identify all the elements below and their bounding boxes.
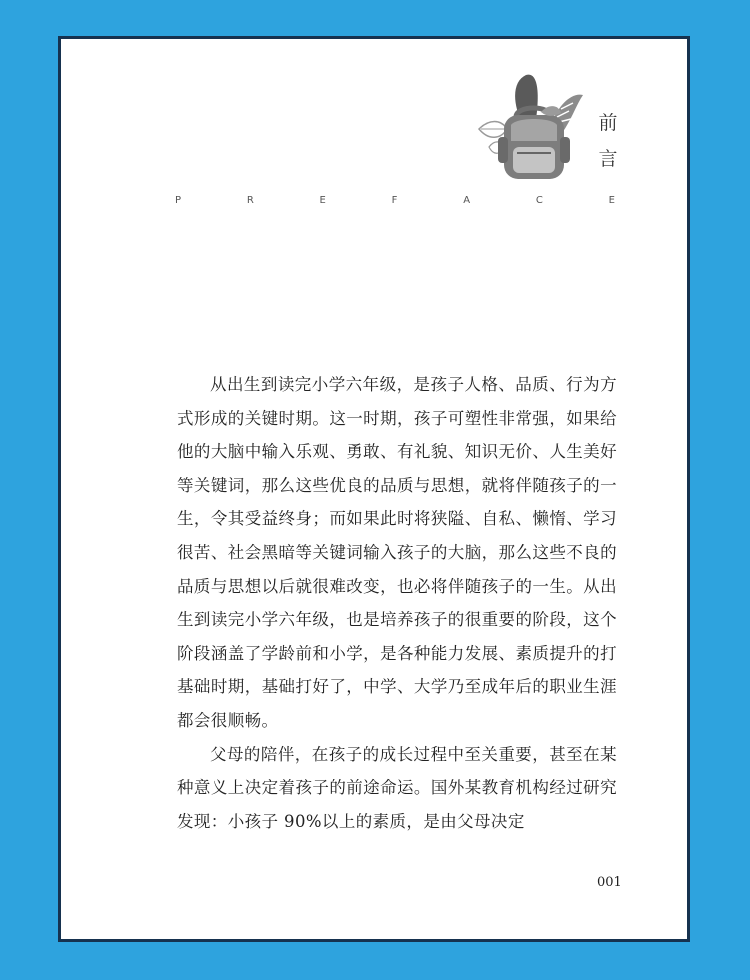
title-char: 言 bbox=[598, 148, 618, 170]
paragraph: 从出生到读完小学六年级，是孩子人格、品质、行为方式形成的关键时期。这一时期，孩子可塑性非常强，如果给他的大脑中输入乐观、勇敢、有礼貌、知识无价、人生美好等关键词，那么这些优良的品质与思想，就将伴随孩子的一生，令其受益终身；而如果此时将狭隘、自私、懒惰、学习很苦、社会黑暗等关键词输入孩子的大脑，那么这些不良的品质与思想以后就很难改变，也必将伴随孩子的一生。从出生到读完小学六年级，也是培养孩子的很重要的阶段，这个阶段涵盖了学龄前和小学，是各种能力发展、素质提升的打基础时期，基础打好了，中学、大学乃至成年后的职业生涯都会很顺畅。 bbox=[177, 375, 617, 730]
subtitle-letter: P bbox=[175, 195, 182, 206]
subtitle-letter: C bbox=[535, 195, 543, 206]
book-page bbox=[58, 36, 690, 942]
body-text bbox=[177, 368, 617, 838]
subtitle-letter: E bbox=[608, 195, 615, 206]
subtitle-letter: R bbox=[246, 195, 254, 206]
backpack-icon bbox=[471, 67, 591, 187]
page-number: 001 bbox=[597, 875, 622, 890]
subtitle-letter: A bbox=[463, 195, 471, 206]
title-char: 前 bbox=[598, 112, 618, 134]
paragraph: 父母的陪伴，在孩子的成长过程中至关重要，甚至在某种意义上决定着孩子的前途命运。国外某教育机构经过研究发现：小孩子 90%以上的素质，是由父母决定 bbox=[177, 744, 617, 831]
preface-subtitle bbox=[175, 195, 615, 206]
subtitle-letter: F bbox=[391, 195, 398, 206]
preface-title bbox=[593, 111, 623, 171]
subtitle-letter: E bbox=[319, 195, 326, 206]
